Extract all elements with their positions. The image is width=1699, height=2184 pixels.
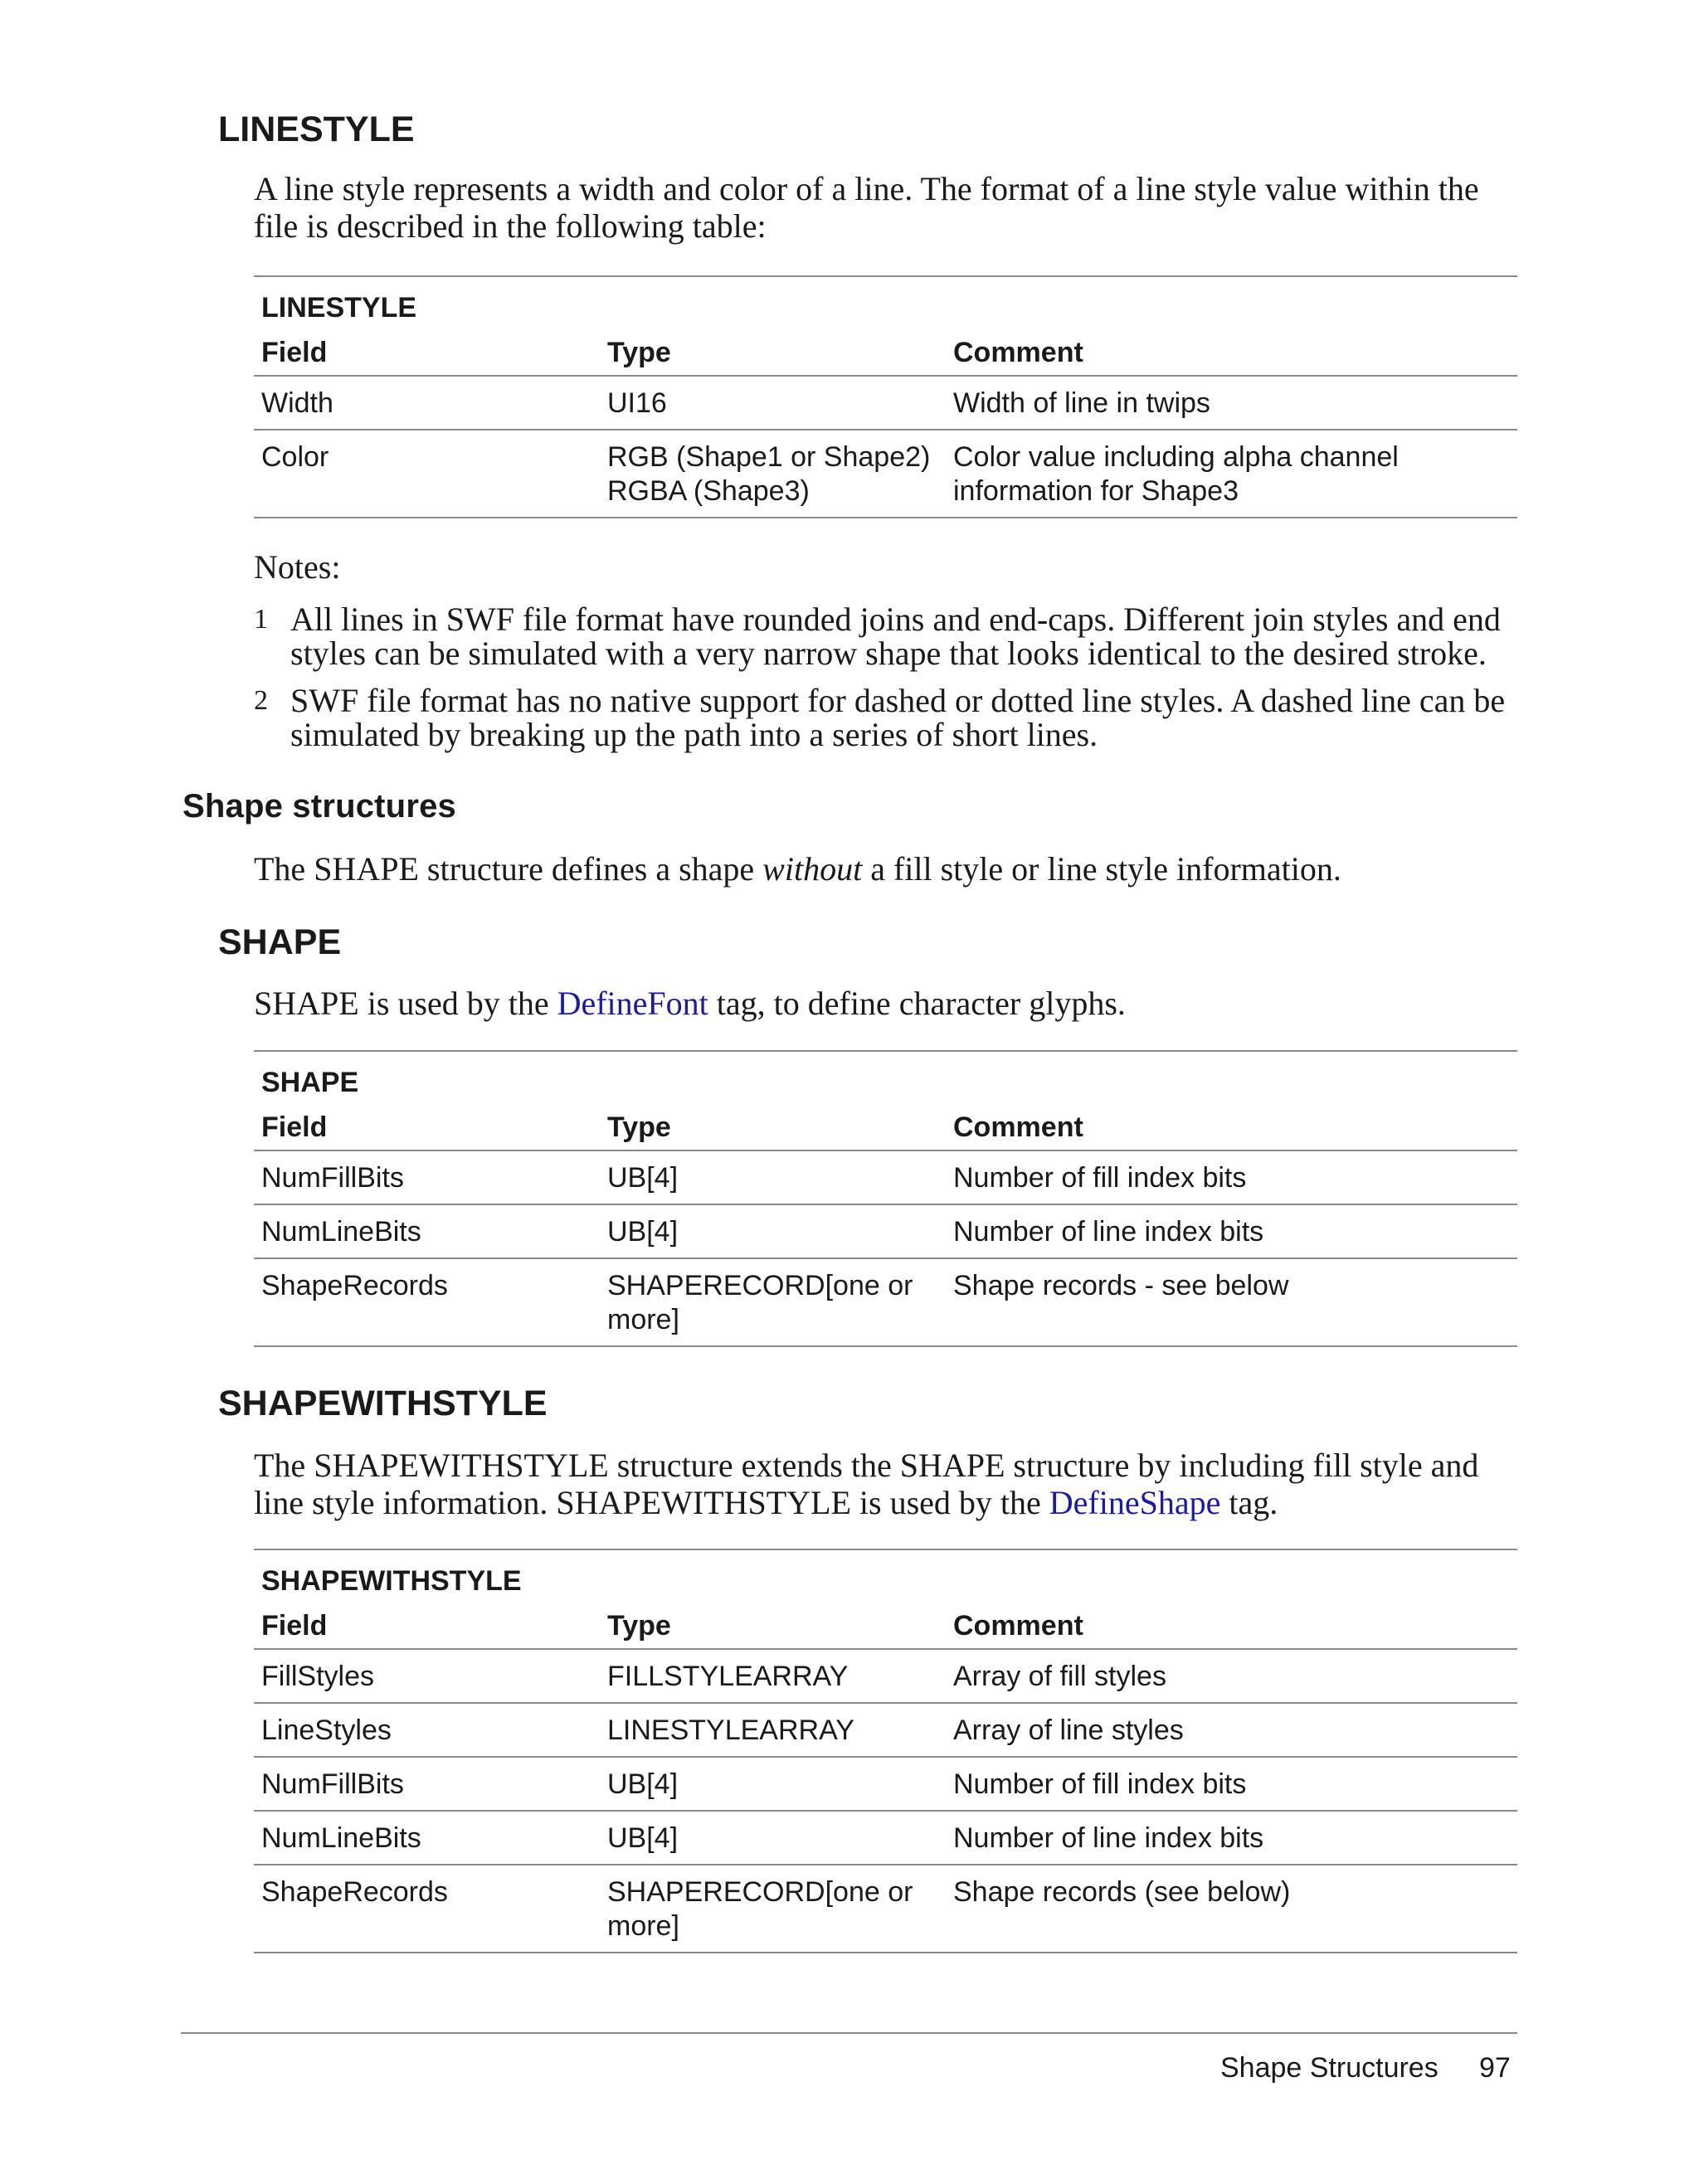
cell-type: SHAPERECORD[one or more]	[600, 1865, 946, 1953]
table-title: SHAPEWITHSTYLE	[261, 1564, 522, 1597]
notes-label: Notes:	[254, 548, 341, 586]
notes-list	[254, 602, 1515, 765]
cell-type: UB[4]	[600, 1204, 946, 1258]
column-header-field: Field	[254, 1603, 600, 1649]
heading-shape: SHAPE	[218, 922, 342, 962]
table-row	[254, 1703, 1517, 1757]
table-row	[254, 1811, 1517, 1865]
intro-text: SHAPE is used by the	[254, 985, 557, 1022]
cell-comment: Array of line styles	[946, 1703, 1517, 1757]
table-row	[254, 1865, 1517, 1953]
heading-shape-structures: Shape structures	[183, 788, 456, 824]
cell-field: NumLineBits	[254, 1204, 600, 1258]
cell-type: UI16	[600, 376, 946, 430]
cell-type: UB[4]	[600, 1757, 946, 1811]
cell-comment: Width of line in twips	[946, 376, 1517, 430]
cell-type: UB[4]	[600, 1811, 946, 1865]
note-number: 2	[254, 685, 268, 716]
list-item	[254, 683, 1515, 752]
table-row	[254, 1757, 1517, 1811]
list-item	[254, 602, 1515, 670]
note-text: All lines in SWF file format have rounded joins and end-caps. Different join styles and end styles can be simulated with a very narrow shape that looks identical to the desired stroke.	[290, 601, 1501, 672]
shape-structures-intro	[254, 850, 1515, 888]
cell-field: FillStyles	[254, 1649, 600, 1703]
definefont-link[interactable]: DefineFont	[557, 985, 708, 1022]
shape-table	[254, 1050, 1517, 1347]
cell-type: SHAPERECORD[one or more]	[600, 1258, 946, 1346]
cell-type: UB[4]	[600, 1150, 946, 1204]
column-header-field: Field	[254, 1105, 600, 1150]
cell-type: FILLSTYLEARRAY	[600, 1649, 946, 1703]
table-title-row	[254, 1549, 1517, 1603]
intro-text: tag.	[1220, 1484, 1278, 1521]
table-row	[254, 376, 1517, 430]
intro-text: The SHAPE structure defines a shape	[254, 850, 763, 888]
cell-comment: Number of fill index bits	[946, 1757, 1517, 1811]
cell-field: ShapeRecords	[254, 1258, 600, 1346]
table-header-row	[254, 330, 1517, 376]
table-title: SHAPE	[261, 1066, 359, 1098]
cell-field: LineStyles	[254, 1703, 600, 1757]
cell-field: Width	[254, 376, 600, 430]
cell-comment: Shape records - see below	[946, 1258, 1517, 1346]
column-header-field: Field	[254, 330, 600, 376]
table-row	[254, 430, 1517, 518]
note-number: 1	[254, 604, 268, 635]
table-title: LINESTYLE	[261, 291, 417, 323]
linestyle-table	[254, 275, 1517, 518]
column-header-comment: Comment	[946, 330, 1517, 376]
cell-comment: Number of fill index bits	[946, 1150, 1517, 1204]
table-row	[254, 1649, 1517, 1703]
table-title-row	[254, 1051, 1517, 1105]
shape-intro	[254, 985, 1515, 1022]
heading-linestyle: LINESTYLE	[218, 109, 415, 149]
column-header-comment: Comment	[946, 1603, 1517, 1649]
cell-field: Color	[254, 430, 600, 518]
cell-type: RGB (Shape1 or Shape2) RGBA (Shape3)	[600, 430, 946, 518]
table-header-row	[254, 1603, 1517, 1649]
table-header-row	[254, 1105, 1517, 1150]
cell-field: NumFillBits	[254, 1150, 600, 1204]
emphasis-text: without	[762, 850, 863, 888]
table-row	[254, 1258, 1517, 1346]
cell-field: NumFillBits	[254, 1757, 600, 1811]
column-header-type: Type	[600, 1105, 946, 1150]
cell-type: LINESTYLEARRAY	[600, 1703, 946, 1757]
cell-comment: Number of line index bits	[946, 1204, 1517, 1258]
defineshape-link[interactable]: DefineShape	[1049, 1484, 1221, 1521]
cell-comment: Array of fill styles	[946, 1649, 1517, 1703]
table-row	[254, 1150, 1517, 1204]
shapewithstyle-table	[254, 1549, 1517, 1953]
footer-section-title: Shape Structures	[1220, 2052, 1439, 2084]
cell-comment: Number of line index bits	[946, 1811, 1517, 1865]
cell-field: NumLineBits	[254, 1811, 600, 1865]
intro-text: The SHAPEWITHSTYLE structure extends the SHAPE structure by including fill style and line style information. SHAPEWITHSTYLE is used by the	[254, 1447, 1479, 1521]
table-row	[254, 1204, 1517, 1258]
column-header-type: Type	[600, 330, 946, 376]
note-text: SWF file format has no native support for dashed or dotted line styles. A dashed line can be simulated by breaking up the path into a series of short lines.	[290, 682, 1506, 753]
page-number: 97	[1479, 2052, 1511, 2084]
heading-shapewithstyle: SHAPEWITHSTYLE	[218, 1384, 548, 1423]
intro-text: tag, to define character glyphs.	[708, 985, 1126, 1022]
cell-comment: Color value including alpha channel information for Shape3	[946, 430, 1517, 518]
shapewithstyle-intro	[254, 1447, 1515, 1521]
column-header-comment: Comment	[946, 1105, 1517, 1150]
intro-text: a fill style or line style information.	[862, 850, 1341, 888]
footer-divider	[181, 2032, 1517, 2034]
linestyle-intro: A line style represents a width and color of a line. The format of a line style value within the file is described in the following table:	[254, 170, 1479, 245]
column-header-type: Type	[600, 1603, 946, 1649]
cell-comment: Shape records (see below)	[946, 1865, 1517, 1953]
table-title-row	[254, 276, 1517, 330]
cell-field: ShapeRecords	[254, 1865, 600, 1953]
